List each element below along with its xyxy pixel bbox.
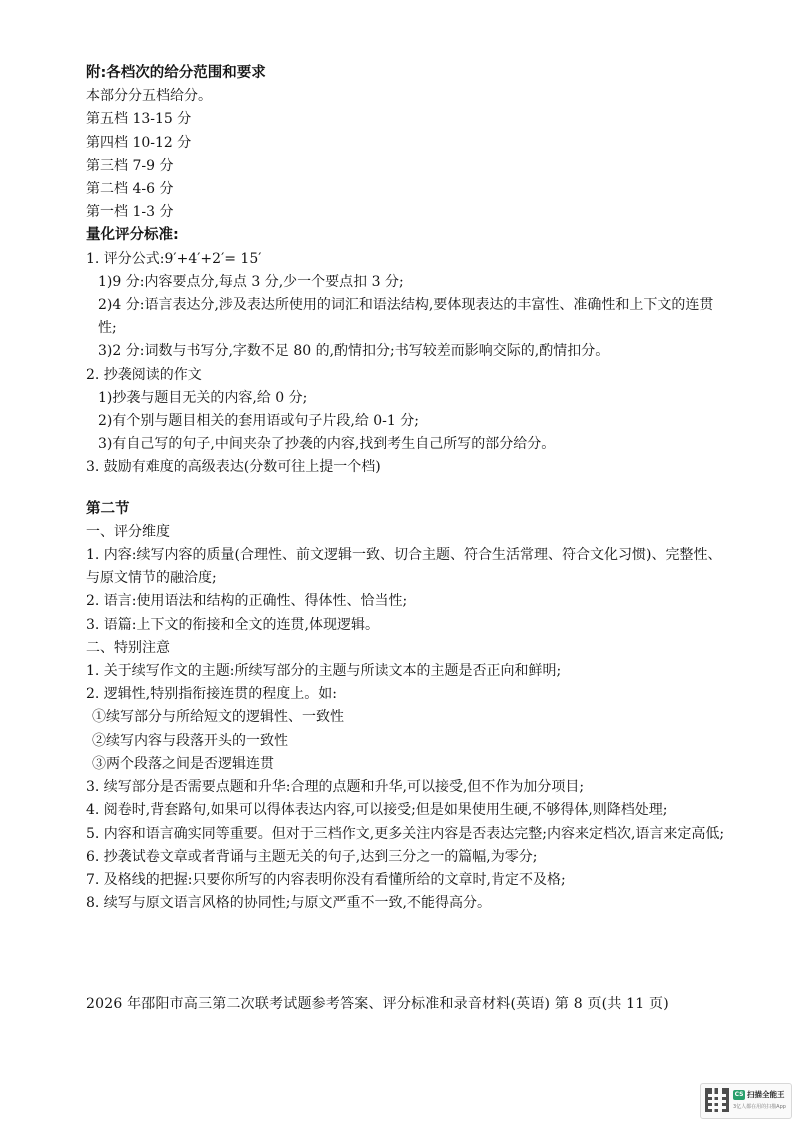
- dimensions-heading: 一、评分维度: [86, 523, 170, 540]
- quant-item: 3)2 分:词数与书写分,字数不足 80 的,酌情扣分;书写较差而影响交际的,酌情扣分。: [98, 343, 610, 360]
- quant-heading: 量化评分标准:: [86, 227, 179, 244]
- section2-heading: 第二节: [86, 500, 130, 517]
- note-item: 2. 逻辑性,特别指衔接连贯的程度上。如:: [86, 686, 337, 703]
- note-item: 8. 续写与原文语言风格的协同性;与原文严重不一致,不能得高分。: [86, 895, 491, 912]
- document-body: [86, 62, 726, 915]
- dimension-item: 3. 语篇:上下文的衔接和全文的连贯,体现逻辑。: [86, 616, 379, 633]
- quant-item: 1. 评分公式:9′+4′+2′= 15′: [86, 250, 262, 267]
- qr-code-icon: [705, 1088, 729, 1112]
- note-subitem: ①续写部分与所给短文的逻辑性、一致性: [92, 709, 344, 726]
- quant-item: 2)有个别与题目相关的套用语或句子片段,给 0-1 分;: [98, 413, 419, 430]
- note-item: 1. 关于续写作文的主题:所续写部分的主题与所读文本的主题是否正向和鲜明;: [86, 663, 562, 680]
- dimension-item: 1. 内容:续写内容的质量(合理性、前文逻辑一致、切合主题、符合生活常理、符合文化习惯)、完整性、与原文情节的融洽度;: [86, 547, 722, 587]
- grade-3: 第三档 7-9 分: [86, 157, 174, 174]
- quant-item: 1)抄袭与题目无关的内容,给 0 分;: [98, 389, 308, 406]
- grade-2: 第二档 4-6 分: [86, 181, 174, 198]
- grade-1: 第一档 1-3 分: [86, 204, 174, 221]
- notes-heading: 二、特别注意: [86, 639, 170, 656]
- note-item: 7. 及格线的把握:只要你所写的内容表明你没有看懂所给的文章时,肯定不及格;: [86, 871, 566, 888]
- note-item: 6. 抄袭试卷文章或者背诵与主题无关的句子,达到三分之一的篇幅,为零分;: [86, 848, 538, 865]
- quant-item: 1)9 分:内容要点分,每点 3 分,少一个要点扣 3 分;: [98, 273, 404, 290]
- note-subitem: ②续写内容与段落开头的一致性: [92, 732, 288, 749]
- grade-4: 第四档 10-12 分: [86, 134, 192, 151]
- scanner-watermark: [700, 1083, 792, 1119]
- page-footer: 2026 年邵阳市高三第二次联考试题参考答案、评分标准和录音材料(英语) 第 8 页(共 11 页): [86, 996, 669, 1012]
- note-item: 3. 续写部分是否需要点题和升华:合理的点题和升华,可以接受,但不作为加分项目;: [86, 779, 585, 796]
- appendix-heading: 附:各档次的给分范围和要求: [86, 65, 266, 81]
- grade-5: 第五档 13-15 分: [86, 111, 192, 128]
- watermark-brand: 扫描全能王: [747, 1090, 785, 1099]
- cs-logo-icon: CS: [734, 1091, 744, 1098]
- quant-item: 2. 抄袭阅读的作文: [86, 366, 202, 383]
- note-item: 5. 内容和语言确实同等重要。但对于三档作文,更多关注内容是否表达完整;内容来定档次,语言来定高低;: [86, 825, 725, 842]
- quant-item: 3. 鼓励有难度的高级表达(分数可往上提一个档): [86, 459, 381, 476]
- note-item: 4. 阅卷时,背套路句,如果可以得体表达内容,可以接受;但是如果使用生硬,不够得体,则降档处理;: [86, 802, 668, 819]
- section-spacer: [86, 480, 726, 494]
- watermark-subtitle: 3亿人都在用的扫描App: [733, 1104, 786, 1110]
- dimension-item: 2. 语言:使用语法和结构的正确性、得体性、恰当性;: [86, 593, 408, 610]
- appendix-intro: 本部分分五档给分。: [86, 88, 212, 105]
- note-subitem: ③两个段落之间是否逻辑连贯: [92, 755, 274, 772]
- quant-item: 3)有自己写的句子,中间夹杂了抄袭的内容,找到考生自己所写的部分给分。: [98, 436, 556, 453]
- quant-item: 2)4 分:语言表达分,涉及表达所使用的词汇和语法结构,要体现表达的丰富性、准确性和上下文的连贯性;: [98, 297, 714, 337]
